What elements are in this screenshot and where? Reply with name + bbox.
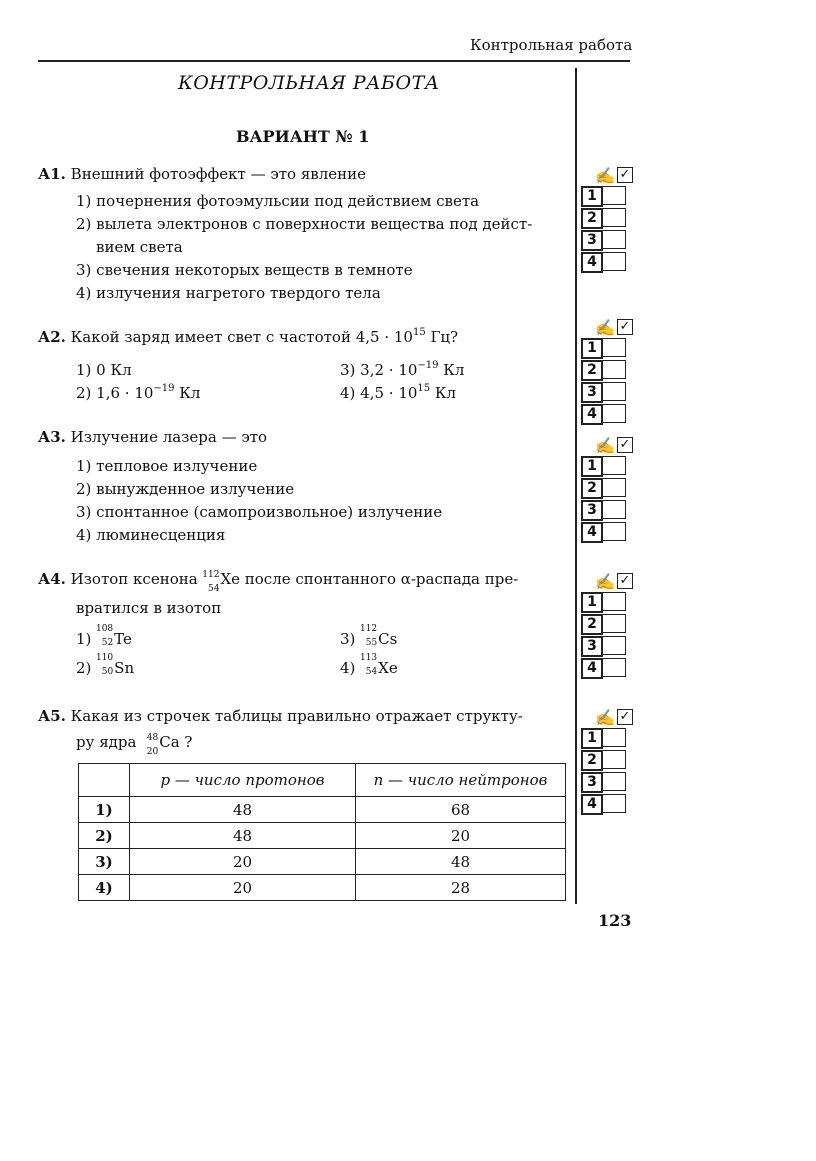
answer-option-3[interactable] — [581, 382, 633, 403]
answer-option-1[interactable] — [581, 456, 633, 477]
answer-option-4[interactable] — [581, 794, 633, 815]
answer-option-4[interactable] — [581, 252, 633, 273]
table-header-row — [79, 764, 566, 797]
nuclide: 112 54 — [202, 570, 220, 594]
option: 3) $3,2 \cdot 10^{-19}$ Кл — [340, 360, 465, 379]
option: 3) свечения некоторых веществ в темноте — [76, 261, 413, 279]
answer-checkbox[interactable] — [603, 500, 626, 519]
answer-option-2[interactable] — [581, 750, 633, 771]
answer-digit: 4 — [581, 794, 603, 815]
table-row: 1) 48 68 — [79, 797, 566, 823]
answer-digit: 3 — [581, 636, 603, 657]
answer-checkbox[interactable] — [603, 478, 626, 497]
unit: Гц? — [425, 328, 459, 346]
question-number: А5. — [38, 707, 66, 725]
option: 4) излучения нагретого твердого тела — [76, 284, 381, 302]
answer-option-2[interactable] — [581, 614, 633, 635]
answer-digit: 1 — [581, 456, 603, 477]
checkbox-icon: ✓ — [617, 573, 633, 589]
answer-header — [581, 316, 633, 338]
answer-block — [581, 316, 633, 426]
answer-checkbox[interactable] — [603, 750, 626, 769]
answer-checkbox[interactable] — [603, 592, 626, 611]
option: 4) 113 54 Xe — [340, 653, 398, 677]
answer-option-3[interactable] — [581, 500, 633, 521]
answer-option-4[interactable] — [581, 522, 633, 543]
answer-option-1[interactable] — [581, 728, 633, 749]
answer-digit: 2 — [581, 208, 603, 229]
answer-digit: 3 — [581, 230, 603, 251]
answer-digit: 1 — [581, 728, 603, 749]
question-number: А2. — [38, 328, 66, 346]
question-a5: А5. Какая из строчек таблицы правильно отражает структу- ру ядра 48 20 Ca ? — [38, 707, 523, 757]
answer-checkbox[interactable] — [603, 382, 626, 401]
nucleus-structure-table — [78, 763, 566, 901]
answer-option-1[interactable] — [581, 592, 633, 613]
answer-checkbox[interactable] — [603, 186, 626, 205]
pencil-icon: ✍ — [595, 165, 615, 185]
answer-checkbox[interactable] — [603, 338, 626, 357]
answer-option-2[interactable] — [581, 208, 633, 229]
question-a2 — [38, 326, 568, 351]
pencil-icon: ✍ — [595, 317, 615, 337]
question-text: Какой заряд имеет свет с частотой 4,5 · 10 — [70, 328, 413, 346]
answer-digit: 2 — [581, 478, 603, 499]
table-header: p — число протонов — [130, 764, 356, 797]
question-text: Внешний фотоэффект — это явление — [70, 165, 367, 183]
checkbox-icon: ✓ — [617, 437, 633, 453]
pencil-icon: ✍ — [595, 707, 615, 727]
answer-digit: 1 — [581, 592, 603, 613]
header-rule — [38, 60, 630, 62]
answer-digit: 4 — [581, 522, 603, 543]
option-continuation: вием света — [96, 238, 183, 256]
question-number: А1. — [38, 165, 66, 183]
option: 4) $4,5 \cdot 10^{15}$ Кл — [340, 383, 457, 402]
answer-checkbox[interactable] — [603, 772, 626, 791]
answer-header — [581, 706, 633, 728]
answer-option-2[interactable] — [581, 478, 633, 499]
answer-checkbox[interactable] — [603, 360, 626, 379]
option: 1) почернения фотоэмульсии под действием света — [76, 192, 480, 210]
table-row: 2) 48 20 — [79, 823, 566, 849]
option: 3) спонтанное (самопроизвольное) излучение — [76, 503, 443, 521]
answer-digit: 4 — [581, 252, 603, 273]
margin-rule — [575, 68, 577, 904]
page-title: КОНТРОЛЬНАЯ РАБОТА — [178, 72, 440, 94]
table-cell — [79, 764, 130, 797]
answer-block — [581, 570, 633, 680]
answer-option-4[interactable] — [581, 404, 633, 425]
checkbox-icon: ✓ — [617, 709, 633, 725]
pencil-icon: ✍ — [595, 571, 615, 591]
option: 1) 108 52 Te — [76, 624, 132, 648]
question-number: А3. — [38, 428, 66, 446]
answer-checkbox[interactable] — [603, 230, 626, 249]
running-header: Контрольная работа — [470, 36, 633, 54]
answer-header — [581, 434, 633, 456]
checkbox-icon: ✓ — [617, 319, 633, 335]
table-row: 4) 20 28 — [79, 875, 566, 901]
answer-option-4[interactable] — [581, 658, 633, 679]
answer-option-1[interactable] — [581, 338, 633, 359]
answer-option-3[interactable] — [581, 230, 633, 251]
answer-block — [581, 164, 633, 274]
answer-digit: 2 — [581, 614, 603, 635]
option: 4) люминесценция — [76, 526, 226, 544]
answer-checkbox[interactable] — [603, 794, 626, 813]
answer-checkbox[interactable] — [603, 252, 626, 271]
question-a4: А4. Изотоп ксенона 112 54 Xe после спонтанного α-распада пре- вратился в изотоп — [38, 570, 519, 617]
question-number: А4. — [38, 570, 66, 588]
answer-block — [581, 706, 633, 816]
answer-block — [581, 434, 633, 544]
answer-checkbox[interactable] — [603, 636, 626, 655]
answer-checkbox[interactable] — [603, 456, 626, 475]
answer-header — [581, 164, 633, 186]
answer-header — [581, 570, 633, 592]
option: 1) тепловое излучение — [76, 457, 258, 475]
answer-checkbox[interactable] — [603, 208, 626, 227]
option: 1) 0 Кл — [76, 361, 132, 379]
answer-digit: 3 — [581, 500, 603, 521]
option: 2) 110 50 Sn — [76, 653, 135, 677]
option: 2) вылета электронов с поверхности вещества под дейст- — [76, 215, 533, 233]
table-header: n — число нейтронов — [356, 764, 566, 797]
question-a1 — [38, 163, 568, 305]
answer-digit: 1 — [581, 186, 603, 207]
question-a3 — [38, 426, 568, 547]
question-text: Излучение лазера — это — [70, 428, 268, 446]
answer-digit: 4 — [581, 658, 603, 679]
page-number: 123 — [598, 911, 632, 930]
answer-checkbox[interactable] — [603, 404, 626, 423]
answer-checkbox[interactable] — [603, 658, 626, 677]
option: 2) вынужденное излучение — [76, 480, 295, 498]
option: 2) $1,6 \cdot 10^{-19}$ Кл — [76, 383, 201, 402]
answer-option-1[interactable] — [581, 186, 633, 207]
answer-digit: 4 — [581, 404, 603, 425]
exponent: 15 — [412, 327, 426, 338]
answer-digit: 3 — [581, 382, 603, 403]
answer-digit: 3 — [581, 772, 603, 793]
answer-digit: 1 — [581, 338, 603, 359]
answer-digit: 2 — [581, 750, 603, 771]
answer-option-3[interactable] — [581, 772, 633, 793]
variant-heading: ВАРИАНТ № 1 — [236, 127, 370, 146]
nuclide: 48 20 — [146, 733, 159, 757]
answer-option-3[interactable] — [581, 636, 633, 657]
checkbox-icon: ✓ — [617, 167, 633, 183]
option: 3) 112 55 Cs — [340, 624, 398, 648]
answer-checkbox[interactable] — [603, 728, 626, 747]
pencil-icon: ✍ — [595, 435, 615, 455]
answer-option-2[interactable] — [581, 360, 633, 381]
answer-digit: 2 — [581, 360, 603, 381]
answer-checkbox[interactable] — [603, 614, 626, 633]
table-row: 3) 20 48 — [79, 849, 566, 875]
answer-checkbox[interactable] — [603, 522, 626, 541]
